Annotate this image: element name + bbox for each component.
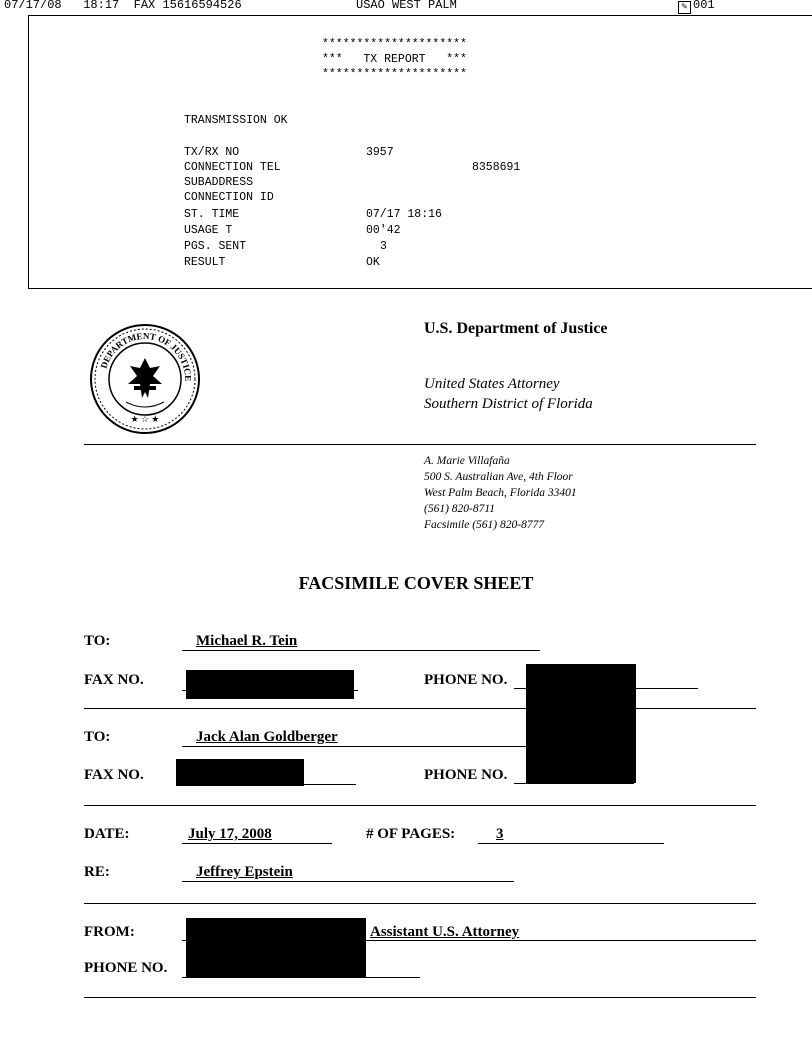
contact-fax: Facsimile (561) 820-8777 bbox=[424, 519, 545, 531]
fax-page-number: 001 bbox=[693, 0, 715, 12]
fax-page-icon: ✎ bbox=[678, 1, 691, 14]
re-divider bbox=[84, 903, 756, 904]
fax-header-page bbox=[678, 0, 715, 14]
tx-row-label: TX/RX NO bbox=[184, 146, 240, 159]
tx-row-label: USAGE T bbox=[184, 224, 233, 237]
contact-name: A. Marie Villafaña bbox=[424, 455, 510, 467]
tx-row-label: CONNECTION TEL bbox=[184, 161, 281, 174]
pages-value: 3 bbox=[496, 826, 504, 842]
office-line-1: United States Attorney bbox=[424, 376, 560, 392]
to-label: TO: bbox=[84, 633, 111, 649]
contact-phone: (561) 820-8711 bbox=[424, 503, 496, 515]
tx-report-title: *** TX REPORT *** bbox=[322, 53, 467, 66]
recipient-2-divider bbox=[84, 805, 756, 806]
fax-header-time: 18:17 bbox=[83, 0, 120, 12]
fax-header-datetime bbox=[4, 0, 242, 12]
phone-no-2-underline bbox=[514, 783, 634, 784]
tx-report-status: TRANSMISSION OK bbox=[184, 114, 288, 127]
tx-row-label: CONNECTION ID bbox=[184, 191, 274, 204]
date-value: July 17, 2008 bbox=[188, 826, 272, 842]
to-label: TO: bbox=[84, 729, 111, 745]
pages-label: # OF PAGES: bbox=[366, 826, 456, 842]
phone-no-label: PHONE NO. bbox=[424, 672, 508, 688]
tx-report-stars-top: ********************* bbox=[322, 38, 467, 51]
date-underline bbox=[182, 843, 332, 844]
re-value: Jeffrey Epstein bbox=[196, 864, 293, 880]
doj-seal-icon bbox=[88, 322, 202, 436]
tx-row-label: PGS. SENT bbox=[184, 240, 247, 253]
tx-row-value: 3 bbox=[380, 240, 387, 253]
redaction-phones bbox=[526, 664, 636, 783]
fax-no-label: FAX NO. bbox=[84, 767, 144, 783]
date-label: DATE: bbox=[84, 826, 130, 842]
from-phone-underline bbox=[182, 977, 420, 978]
tx-row-label: RESULT bbox=[184, 256, 226, 269]
re-underline bbox=[182, 881, 514, 882]
tx-row-value: 07/17 18:16 bbox=[366, 208, 442, 221]
from-title: Assistant U.S. Attorney bbox=[370, 924, 520, 940]
tx-row-value: OK bbox=[366, 256, 380, 269]
contact-address: 500 S. Australian Ave, 4th Floor bbox=[424, 471, 573, 483]
fax-header-date: 07/17/08 bbox=[4, 0, 62, 12]
tx-report-bottom-border bbox=[28, 288, 812, 289]
contact-city: West Palm Beach, Florida 33401 bbox=[424, 487, 577, 499]
tx-row-label: ST. TIME bbox=[184, 208, 240, 221]
fax-header-sender: USAO WEST PALM bbox=[356, 0, 457, 12]
phone-no-label: PHONE NO. bbox=[424, 767, 508, 783]
from-label: FROM: bbox=[84, 924, 135, 940]
doj-seal bbox=[88, 322, 202, 436]
fax-header-number: FAX 15616594526 bbox=[133, 0, 242, 12]
recipient-1-underline bbox=[182, 650, 540, 651]
seal-lettering: DEPARTMENT OF JUSTICE bbox=[98, 330, 194, 382]
office-line-2: Southern District of Florida bbox=[424, 396, 593, 412]
svg-text:★ ☆ ★: ★ ☆ ★ bbox=[130, 414, 160, 424]
from-phone-label: PHONE NO. bbox=[84, 960, 168, 976]
cover-title: FACSIMILE COVER SHEET bbox=[298, 573, 534, 593]
redaction-from-name bbox=[186, 918, 366, 942]
redaction-from-phone bbox=[186, 942, 366, 978]
recipient-1-divider bbox=[84, 708, 756, 709]
fax-no-2-underline bbox=[176, 784, 356, 785]
redaction-fax-1 bbox=[186, 670, 354, 699]
recipient-2-underline bbox=[182, 746, 542, 747]
from-divider bbox=[84, 997, 756, 998]
tx-row-value: 00'42 bbox=[366, 224, 401, 237]
recipient-1-name: Michael R. Tein bbox=[196, 633, 298, 649]
department-name: U.S. Department of Justice bbox=[424, 320, 608, 337]
re-label: RE: bbox=[84, 864, 110, 880]
fax-no-label: FAX NO. bbox=[84, 672, 144, 688]
pages-underline bbox=[478, 843, 664, 844]
redaction-fax-2 bbox=[176, 759, 304, 786]
tx-report-stars-bottom: ********************* bbox=[322, 68, 467, 81]
recipient-2-name: Jack Alan Goldberger bbox=[196, 729, 338, 745]
tx-row-value: 8358691 bbox=[472, 161, 521, 174]
tx-report-top-border bbox=[28, 15, 812, 16]
letterhead-divider bbox=[84, 444, 756, 445]
tx-report-left-border bbox=[28, 15, 29, 288]
tx-row-label: SUBADDRESS bbox=[184, 176, 254, 189]
tx-row-value: 3957 bbox=[366, 146, 394, 159]
